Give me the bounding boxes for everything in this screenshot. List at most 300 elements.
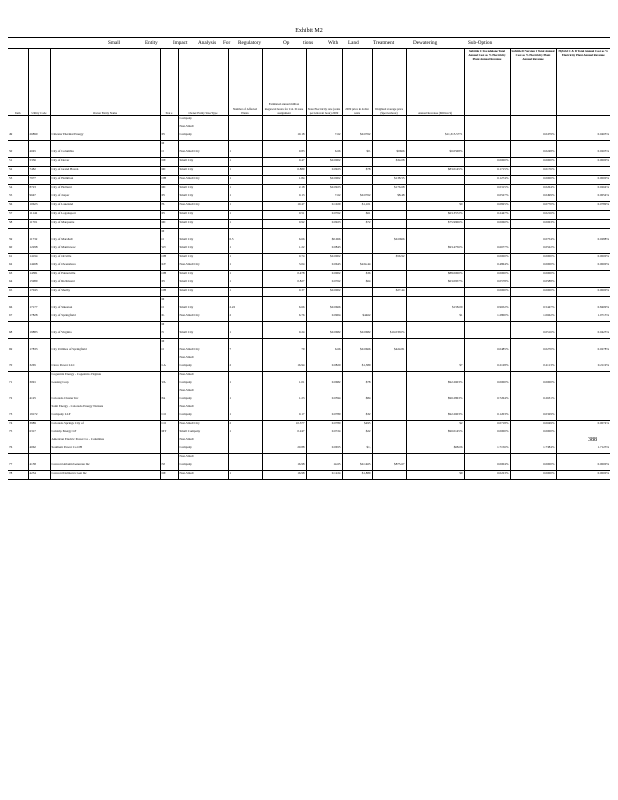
cell-d <box>510 388 556 396</box>
cell-wavg <box>372 454 406 463</box>
cell-rev: $1 <box>406 313 464 322</box>
table-row <box>8 167 610 176</box>
cell-d: 0.0000% <box>510 262 556 271</box>
cell-cd: 0.0000% <box>556 262 610 271</box>
cell-rev <box>406 262 464 271</box>
cell-code: 8723 <box>28 185 50 194</box>
cell-name: Company LLP <box>50 412 160 421</box>
cell-cents <box>342 158 372 167</box>
cell-code: 4062 <box>28 445 50 454</box>
cell-rate <box>306 297 342 306</box>
cell-wavg <box>372 202 406 211</box>
cell-type: Non-Small <box>178 388 228 396</box>
cell-name: Colorado Springs City of <box>50 421 160 430</box>
cell-st: PA <box>160 396 178 404</box>
cell-rate: 0.1029 <box>306 202 342 211</box>
cell-type: Non-Small City <box>178 176 228 185</box>
cell-rev <box>406 254 464 263</box>
cell-item: 65 <box>8 288 28 297</box>
cell-st: OH <box>160 254 178 263</box>
cell-wavg: $176.68 <box>372 185 406 194</box>
cell-cd <box>556 372 610 381</box>
cell-rate: 0.0904 <box>306 313 342 322</box>
cell-d: 0.0770% <box>510 202 556 211</box>
cell-rev <box>406 347 464 355</box>
cell-item: 54 <box>9 185 13 189</box>
cell-n <box>228 124 262 132</box>
cell-st <box>160 437 178 445</box>
cell-cd <box>556 211 610 220</box>
cell-wavg <box>372 124 406 132</box>
cell-d: 0.2631% <box>510 396 556 404</box>
column-header: Number of Affected Plants <box>228 49 262 116</box>
cell-rate: $0.0002 <box>306 176 342 185</box>
cell-cents <box>342 297 372 306</box>
cell-item: 68 <box>8 330 28 339</box>
cell-wavg <box>372 363 406 372</box>
cell-d: 0.0000% <box>510 429 556 437</box>
cell-name: Saint Energy - Colorado Energy Nations <box>50 404 160 412</box>
heading-word: With <box>328 40 339 46</box>
cell-cents <box>342 404 372 412</box>
heading-word: Entity <box>145 40 158 46</box>
cell-mwh: 10.47 <box>262 202 306 211</box>
cell-n: 1 <box>228 185 262 194</box>
cell-code: 4254 <box>28 471 50 480</box>
cell-name: Concord AtlanticGenerate Inc <box>50 462 160 471</box>
heading-word: Sub-Option <box>468 40 493 46</box>
cell-rev <box>406 193 464 202</box>
cell-wavg <box>372 339 406 348</box>
cell-code: 5336 <box>28 158 50 167</box>
cell-mwh: 0.83 <box>262 149 306 158</box>
cell-code: 14268 <box>28 262 50 271</box>
cell-rate: $0.0002 <box>306 288 342 297</box>
cell-cd <box>556 220 610 229</box>
cell-type: Non-Small City <box>178 313 228 322</box>
cell-type: Non-Small <box>178 404 228 412</box>
cell-code: 19883 <box>28 330 50 339</box>
cell-wavg <box>372 211 406 220</box>
cell-rev <box>406 388 464 396</box>
cell-cents: $1,389 <box>342 363 372 372</box>
header-row <box>8 49 610 116</box>
cell-mwh <box>262 388 306 396</box>
cell-n: 1 <box>228 202 262 211</box>
column-header: Item <box>8 49 28 116</box>
cell-name: City of Columbia <box>50 149 160 158</box>
cell-c: 0.0000% <box>464 254 510 263</box>
table-row <box>8 355 610 363</box>
cell-code: 3091 <box>28 380 50 388</box>
cell-n <box>228 355 262 363</box>
cell-st: OH <box>160 176 178 185</box>
table-row <box>8 229 610 238</box>
cell-d: 0.0000% <box>510 158 556 167</box>
cell-d: 0.0176% <box>510 167 556 176</box>
cell-type: Small City <box>178 271 228 280</box>
cell-st: MI <box>160 220 178 229</box>
cell-name: Cleco Power LLC <box>50 363 160 372</box>
cell-n: 1 <box>228 220 262 229</box>
cell-rev <box>406 322 464 331</box>
cell-rev <box>406 185 464 194</box>
cell-code: 26890 <box>28 132 50 141</box>
cell-wavg <box>372 471 406 480</box>
cell-name: City of Sikeston <box>50 305 160 313</box>
cell-cd: 0.0000% <box>556 288 610 297</box>
table-row <box>8 262 610 271</box>
table-body <box>8 116 610 480</box>
cell-cents <box>342 288 372 297</box>
cell-cd <box>556 339 610 348</box>
cell-n <box>228 388 262 396</box>
cell-name <box>50 454 160 463</box>
table-row <box>8 237 610 245</box>
cell-cd <box>556 437 610 445</box>
cell-d: 0.0000% <box>510 471 556 480</box>
cell-wavg <box>372 313 406 322</box>
cell-cd: 0.0000% <box>556 462 610 471</box>
cell-rev: $90.0145% <box>406 429 464 437</box>
cell-item: 78 <box>8 471 28 480</box>
cell-item: 73 <box>8 412 28 421</box>
cell-rate: $0.0002 <box>306 254 342 263</box>
cell-c: 0.2128% <box>464 363 510 372</box>
cell-item <box>8 229 28 238</box>
cell-c <box>464 229 510 238</box>
cell-rev <box>406 355 464 363</box>
cell-wavg <box>372 372 406 381</box>
cell-rate: 0.0002 <box>306 271 342 280</box>
cell-cd <box>556 271 610 280</box>
cell-st <box>160 388 178 396</box>
cell-code <box>28 297 50 306</box>
cell-cents <box>342 254 372 263</box>
cell-code: 7977 <box>28 176 50 185</box>
cell-item: 77 <box>8 462 28 471</box>
cell-rate: 0.0780 <box>306 412 342 421</box>
heading-word: Op <box>283 40 290 46</box>
cell-type: Company <box>178 462 228 471</box>
cell-type: Small City <box>178 220 228 229</box>
cell-st: MI <box>160 167 178 176</box>
cell-cents: $0.0762 <box>342 193 372 202</box>
cell-cents: $4462 <box>342 313 372 322</box>
table-row <box>8 412 610 421</box>
cell-cents <box>342 437 372 445</box>
cell-item: 67 <box>8 313 28 322</box>
cell-n: 1 <box>228 254 262 263</box>
cell-d: 1.0662% <box>510 313 556 322</box>
cell-wavg <box>372 305 406 313</box>
cell-rate: 0.0762 <box>306 279 342 288</box>
column-header: Weighted average price ($per kwhour) <box>372 49 406 116</box>
cell-c: 0.1203% <box>464 412 510 421</box>
table-row <box>8 185 610 194</box>
cell-cents: $78 <box>342 380 372 388</box>
cell-st: M <box>160 297 178 306</box>
table-row <box>8 271 610 280</box>
cell-wavg <box>372 388 406 396</box>
cell-d: 0.0000% <box>510 380 556 388</box>
cell-c <box>464 132 510 141</box>
cell-st <box>160 445 178 454</box>
cell-rate: 0.0655 <box>306 445 342 454</box>
cell-cents: $1,101 <box>342 202 372 211</box>
cell-wavg <box>372 421 406 430</box>
cell-code: 14381 <box>28 271 50 280</box>
cell-name: City of Springfield <box>50 313 160 322</box>
cell-mwh <box>262 322 306 331</box>
cell-cd <box>556 167 610 176</box>
cell-mwh: 10.377 <box>262 421 306 430</box>
cell-cd: 0.0000% <box>556 176 610 185</box>
cell-d <box>510 372 556 381</box>
column-header: Annual Revenue (Million $) <box>406 49 464 116</box>
cell-d: 0.0248% <box>510 149 556 158</box>
cell-type: Small City <box>178 237 228 245</box>
cell-st: O <box>160 237 178 245</box>
cell-item: 63 <box>9 271 13 275</box>
cell-type: Company <box>178 396 228 404</box>
cell-rate: 0.0682 <box>306 380 342 388</box>
cell-item: 53 <box>8 176 28 185</box>
cell-mwh: 16.98 <box>262 462 306 471</box>
cell-name: City of Shelby <box>50 288 160 297</box>
cell-rev: $0.0568% <box>406 149 464 158</box>
cell-c: 0.0223% <box>464 471 510 480</box>
cell-rev <box>406 330 464 339</box>
cell-code: 7482 <box>28 167 50 176</box>
cell-rate: 0.0820 <box>306 363 342 372</box>
cell-n <box>228 437 262 445</box>
cell-c <box>464 454 510 463</box>
cell-cd <box>556 141 610 150</box>
cell-wavg <box>372 262 406 271</box>
table-row <box>8 339 610 348</box>
cell-n: 1 <box>228 271 262 280</box>
cell-rate <box>306 388 342 396</box>
cell-type <box>178 141 228 150</box>
cell-type: Non-Small <box>178 471 228 480</box>
cell-d: 0.0522% <box>510 245 556 254</box>
cell-c: 0.9652% <box>464 305 510 313</box>
table-row <box>8 445 610 454</box>
cell-name: City of Painesville <box>50 271 160 280</box>
cell-cents: $84 <box>342 396 372 404</box>
cell-d <box>510 229 556 238</box>
cell-type: Non-Small <box>178 355 228 363</box>
cell-cents: $22 <box>342 429 372 437</box>
cell-rev: $2 <box>406 421 464 430</box>
cell-code: 3989 <box>28 421 50 430</box>
cell-c: 0.0000% <box>464 429 510 437</box>
table-row <box>8 202 610 211</box>
cell-n: 1 <box>228 380 262 388</box>
cell-d: 0.0049% <box>510 421 556 430</box>
cell-wavg <box>372 445 406 454</box>
cell-cd <box>556 297 610 306</box>
cell-rate <box>306 339 342 348</box>
cell-item: 71 <box>9 380 13 384</box>
cell-d <box>510 437 556 445</box>
cell-cents: $0. <box>342 149 372 158</box>
cell-wavg: $138.55 <box>372 176 406 185</box>
cell-st: LA <box>160 363 178 372</box>
cell-d: 0.0063% <box>510 220 556 229</box>
cell-wavg: $27.44 <box>372 288 406 297</box>
cell-rate: 0.0762 <box>306 211 342 220</box>
cell-mwh <box>262 229 306 238</box>
table-row <box>8 124 610 132</box>
cell-cents <box>342 124 372 132</box>
cell-d <box>510 355 556 363</box>
cell-st: OH <box>160 288 178 297</box>
cell-item: 72 <box>9 396 13 400</box>
cell-mwh: 16.98 <box>262 471 306 480</box>
heading-word: Small <box>108 40 121 46</box>
cell-cents <box>342 322 372 331</box>
cell-n: 1 <box>228 167 262 176</box>
heading-word: Treatment <box>373 40 395 46</box>
cell-type: Non-Small <box>178 454 228 463</box>
cell-n <box>228 297 262 306</box>
table-row <box>8 141 610 150</box>
table-row <box>8 404 610 412</box>
cell-cd: 0.0000% <box>556 158 610 167</box>
cell-rate <box>306 372 342 381</box>
cell-rev: $158.09 <box>406 305 464 313</box>
cell-n: 2 <box>228 363 262 372</box>
cell-c <box>464 149 510 158</box>
cell-rate: 6.66 <box>306 149 342 158</box>
cell-item: 55 <box>8 193 28 202</box>
cell-d: 0.0270% <box>510 347 556 355</box>
cell-name: City of Jasper <box>50 193 160 202</box>
table-row <box>8 454 610 463</box>
cell-st: N <box>160 330 178 339</box>
cell-item: 59 <box>9 237 13 241</box>
cell-c: 0.4864% <box>464 262 510 271</box>
cell-cents <box>342 229 372 238</box>
cell-mwh: 0.13 <box>262 193 306 202</box>
cell-code: 11142 <box>28 211 50 220</box>
cell-mwh <box>262 355 306 363</box>
cell-mwh: 1.01 <box>262 380 306 388</box>
cell-item <box>8 388 28 396</box>
cell-wavg: $875.67 <box>372 462 406 471</box>
cell-cents <box>342 141 372 150</box>
column-header: Subtitle C Sta ndalone Total Annual Cost as % Electricity Plant Annual Revenue <box>464 49 510 116</box>
cell-n: 2.22 <box>228 305 262 313</box>
cell-c: 0.6677% <box>464 245 510 254</box>
cell-wavg: $0666 <box>372 149 406 158</box>
cell-item: 74 <box>9 421 13 425</box>
cell-st: IN <box>160 279 178 288</box>
cell-item: 52 <box>8 167 28 176</box>
cell-item <box>8 116 28 125</box>
cell-n: 1 <box>228 176 262 185</box>
cell-rev <box>406 176 464 185</box>
cell-type: Non-Small City <box>178 202 228 211</box>
cell-name <box>50 297 160 306</box>
cell-item <box>8 322 28 331</box>
cell-rev: $90.2863% <box>406 396 464 404</box>
cell-wavg <box>372 229 406 238</box>
cell-st: CO <box>160 412 178 421</box>
cell-code <box>28 404 50 412</box>
cell-type: Non-Small City <box>178 421 228 430</box>
cell-rate: 0.1224 <box>306 471 342 480</box>
cell-n: 1 <box>228 149 262 158</box>
column-header: 2009 price in dollar cents <box>342 49 372 116</box>
cell-rate: 0.0780 <box>306 421 342 430</box>
table-row <box>8 429 610 437</box>
cell-d: 0.0588% <box>510 279 556 288</box>
cell-n <box>228 339 262 348</box>
cell-n <box>228 141 262 150</box>
cell-mwh: 0.37 <box>262 288 306 297</box>
cell-st: IN <box>160 132 178 141</box>
cell-c: 0.0527% <box>464 193 510 202</box>
cell-mwh: 1.84 <box>262 176 306 185</box>
cell-d <box>510 322 556 331</box>
cell-mwh: 2.18 <box>262 185 306 194</box>
cell-mwh: 6.66 <box>262 305 306 313</box>
cell-code <box>28 116 50 125</box>
cell-cents <box>342 245 372 254</box>
cell-cents <box>342 355 372 363</box>
cell-cd <box>556 322 610 331</box>
cell-type <box>178 229 228 238</box>
cell-c <box>464 355 510 363</box>
cell-code: 11732 <box>28 237 50 245</box>
column-header: State Electricity rate (cents per kilowatt hour) 2009 <box>306 49 342 116</box>
cell-st: M <box>160 141 178 150</box>
cell-st <box>160 372 178 381</box>
cell-rev: $88.0000% <box>406 271 464 280</box>
cell-rev <box>406 237 464 245</box>
cell-item <box>8 141 28 150</box>
cell-name <box>50 322 160 331</box>
cell-name: City of Logansport <box>50 211 160 220</box>
cell-cents: $64 <box>342 279 372 288</box>
cell-rate: 0.0923 <box>306 220 342 229</box>
cell-mwh <box>262 297 306 306</box>
cell-type: Non-Small City <box>178 262 228 271</box>
cell-st: DE <box>160 158 178 167</box>
cell-rate: $0.0682 <box>306 330 342 339</box>
cell-rev <box>406 116 464 125</box>
cell-d: 0.0000% <box>510 254 556 263</box>
cell-type: Small Company <box>178 429 228 437</box>
cell-rate: 0.0923 <box>306 167 342 176</box>
cell-rev: $93.4756% <box>406 245 464 254</box>
cell-c: 0.0004% <box>464 462 510 471</box>
table-row <box>8 254 610 263</box>
cell-code: 6317 <box>28 429 50 437</box>
cell-d: 0.0000% <box>510 288 556 297</box>
cell-cd <box>556 279 610 288</box>
cell-name: Leasing Corp <box>50 380 160 388</box>
table-row <box>8 421 610 430</box>
cell-cd <box>556 245 610 254</box>
cell-name: Concord Delmarva Gen Inc <box>50 471 160 480</box>
cell-mwh <box>262 437 306 445</box>
cell-mwh: 0.51 <box>262 211 306 220</box>
cell-n <box>228 116 262 125</box>
